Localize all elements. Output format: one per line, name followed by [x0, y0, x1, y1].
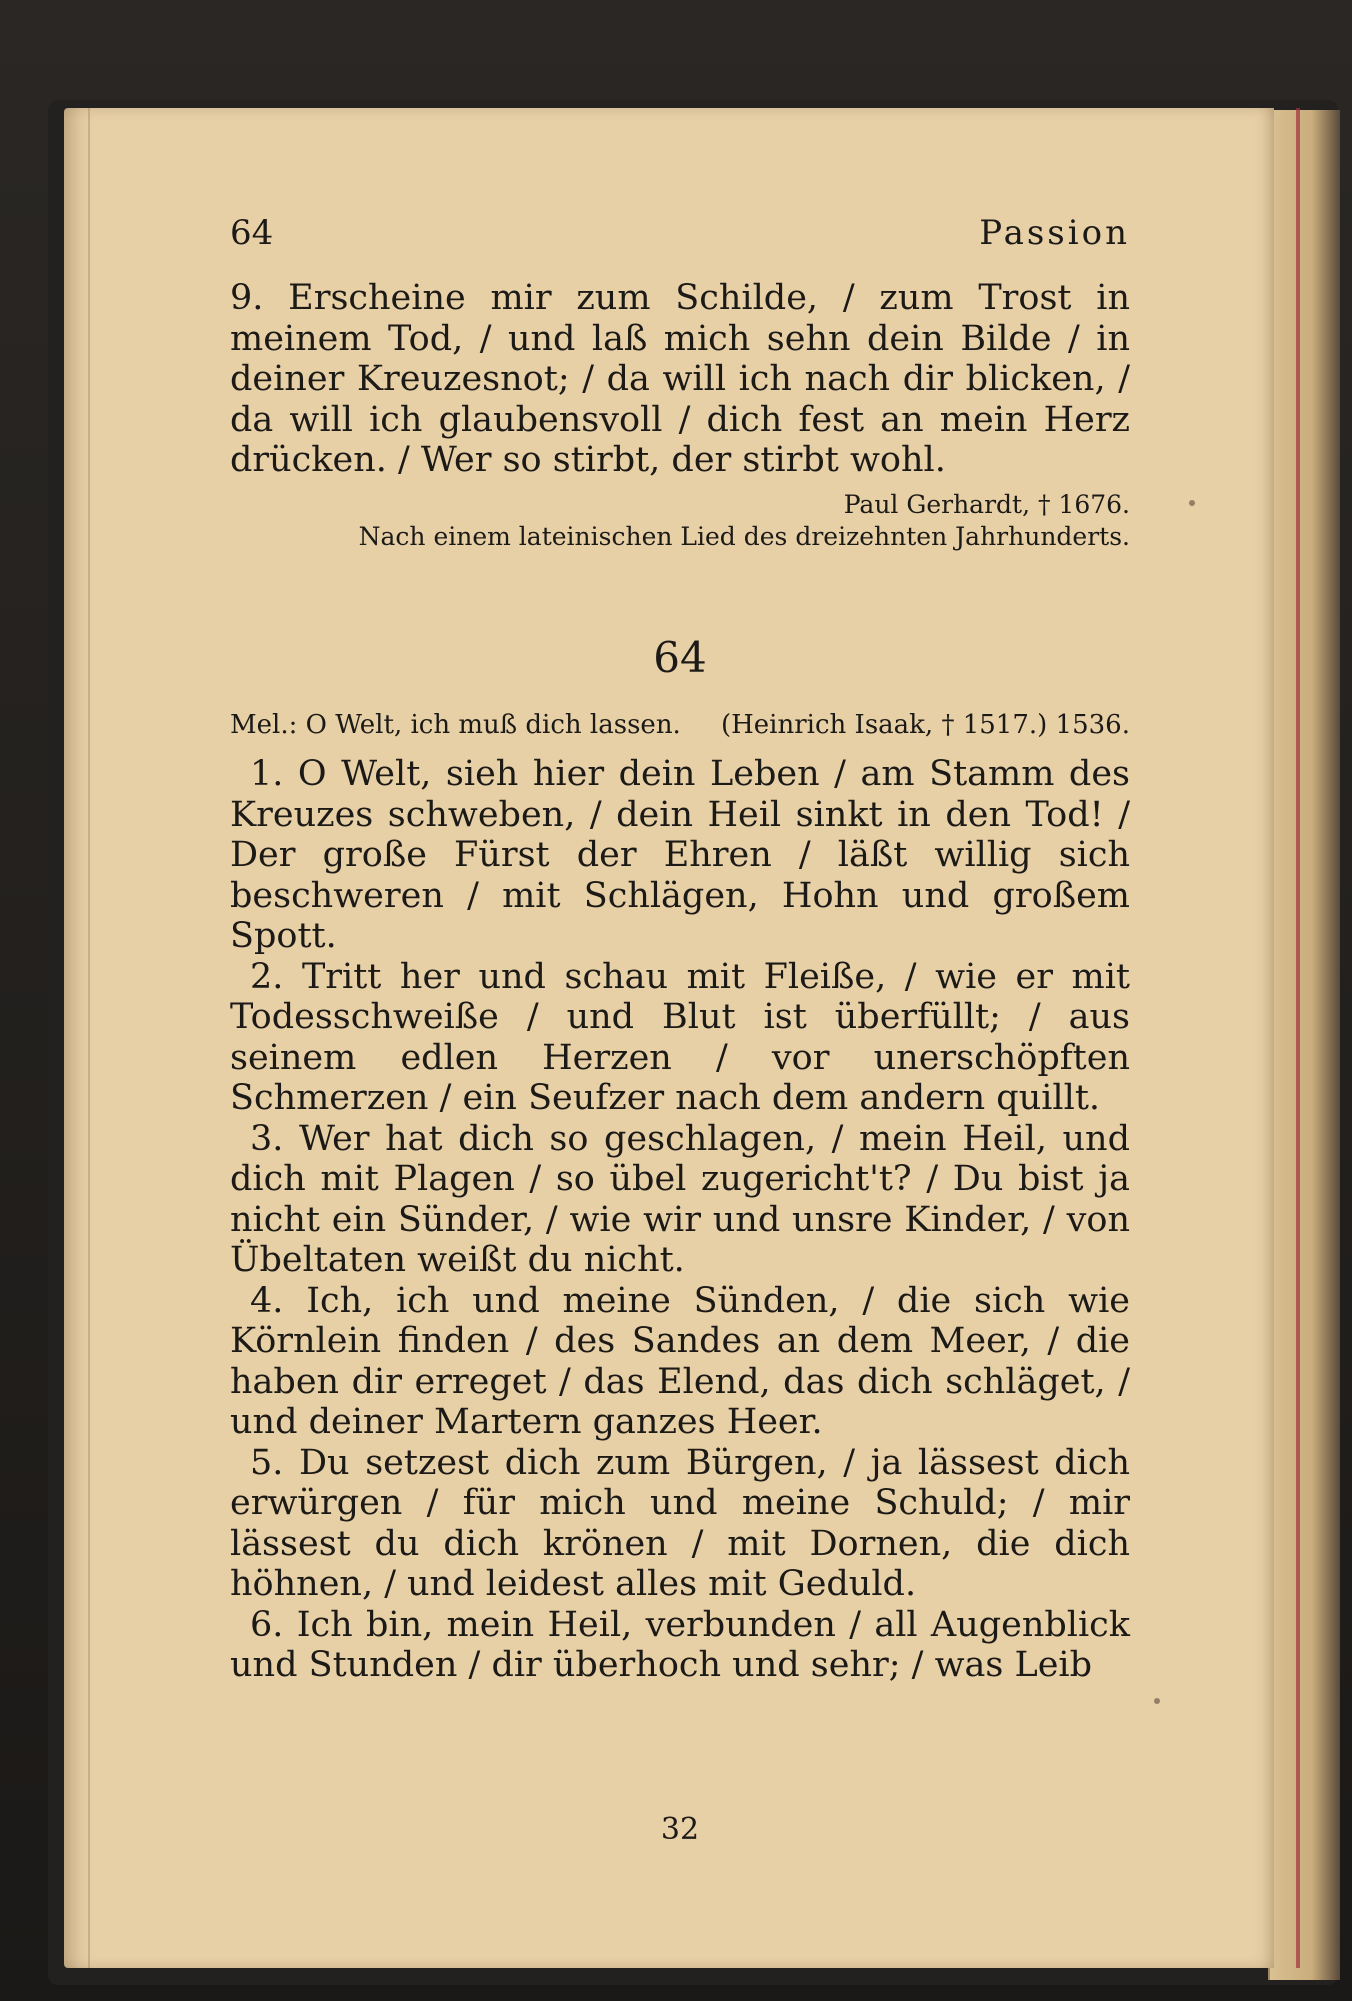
melody-line — [230, 708, 1130, 742]
red-page-edge — [1296, 108, 1300, 1968]
melody-source: (Heinrich Isaak, † 1517.) 1536. — [720, 710, 1130, 740]
stanza: 2. Tritt her und schau mit Fleiße, / wie er mit Todesschweiße / und Blut ist überfüllt; / aus seinem edlen Herzen / vor unerschöpften Schmerzen / ein Seufzer nach dem andern quillt. — [230, 956, 1130, 1118]
section-title: Passion — [979, 213, 1130, 253]
running-head — [230, 210, 1130, 256]
paper-speck — [1154, 1698, 1160, 1704]
stanza: 4. Ich, ich und meine Sünden, / die sich wie Körnlein finden / des Sandes an dem Meer, / die haben dir erreget / das Elend, das dich schläget, / und deiner Martern ganzes Heer. — [230, 1280, 1130, 1442]
stanza: 5. Du setzest dich zum Bürgen, / ja lässest dich erwürgen / für mich und meine Schuld; / mir lässest du dich krönen / mit Dornen, die dich höhnen, / und leidest alles mit Geduld. — [230, 1442, 1130, 1604]
stanza-9: 9. Erscheine mir zum Schilde, / zum Trost in meinem Tod, / und laß mich sehn dein Bilde / in deiner Kreuzesnot; / da will ich nach dir blicken, / da will ich glaubensvoll / dich fest an mein Herz drücken. / Wer so stirbt, der stirbt wohl. — [230, 278, 1130, 480]
stanza: 3. Wer hat dich so geschlagen, / mein Heil, und dich mit Plagen / so übel zugericht't? / Du bist ja nicht ein Sünder, / wie wir und unsre Kinder, / von Übeltaten weißt du nicht. — [230, 1118, 1130, 1280]
melody-title: Mel.: O Welt, ich muß dich lassen. — [230, 710, 681, 740]
hymn-number: 64 — [653, 633, 707, 682]
paper-speck — [1189, 500, 1195, 506]
stanza: 1. O Welt, sieh hier dein Leben / am Stamm des Kreuzes schweben, / dein Heil sinkt in den Tod! / Der große Fürst der Ehren / läßt willig sich beschweren / mit Schlägen, Hohn und großem Spott. — [230, 754, 1130, 956]
page-number: 64 — [230, 213, 274, 253]
stanza: 6. Ich bin, mein Heil, verbunden / all Augenblick und Stunden / dir überhoch und sehr; / was Leib — [230, 1604, 1130, 1685]
folio-number: 32 — [660, 1812, 700, 1847]
author-attribution: Paul Gerhardt, † 1676. — [843, 490, 1130, 519]
hymn-stanzas — [230, 754, 1130, 1686]
facing-page-edge — [1268, 110, 1340, 1980]
source-attribution: Nach einem lateinischen Lied des dreizehnten Jahrhunderts. — [358, 522, 1130, 551]
